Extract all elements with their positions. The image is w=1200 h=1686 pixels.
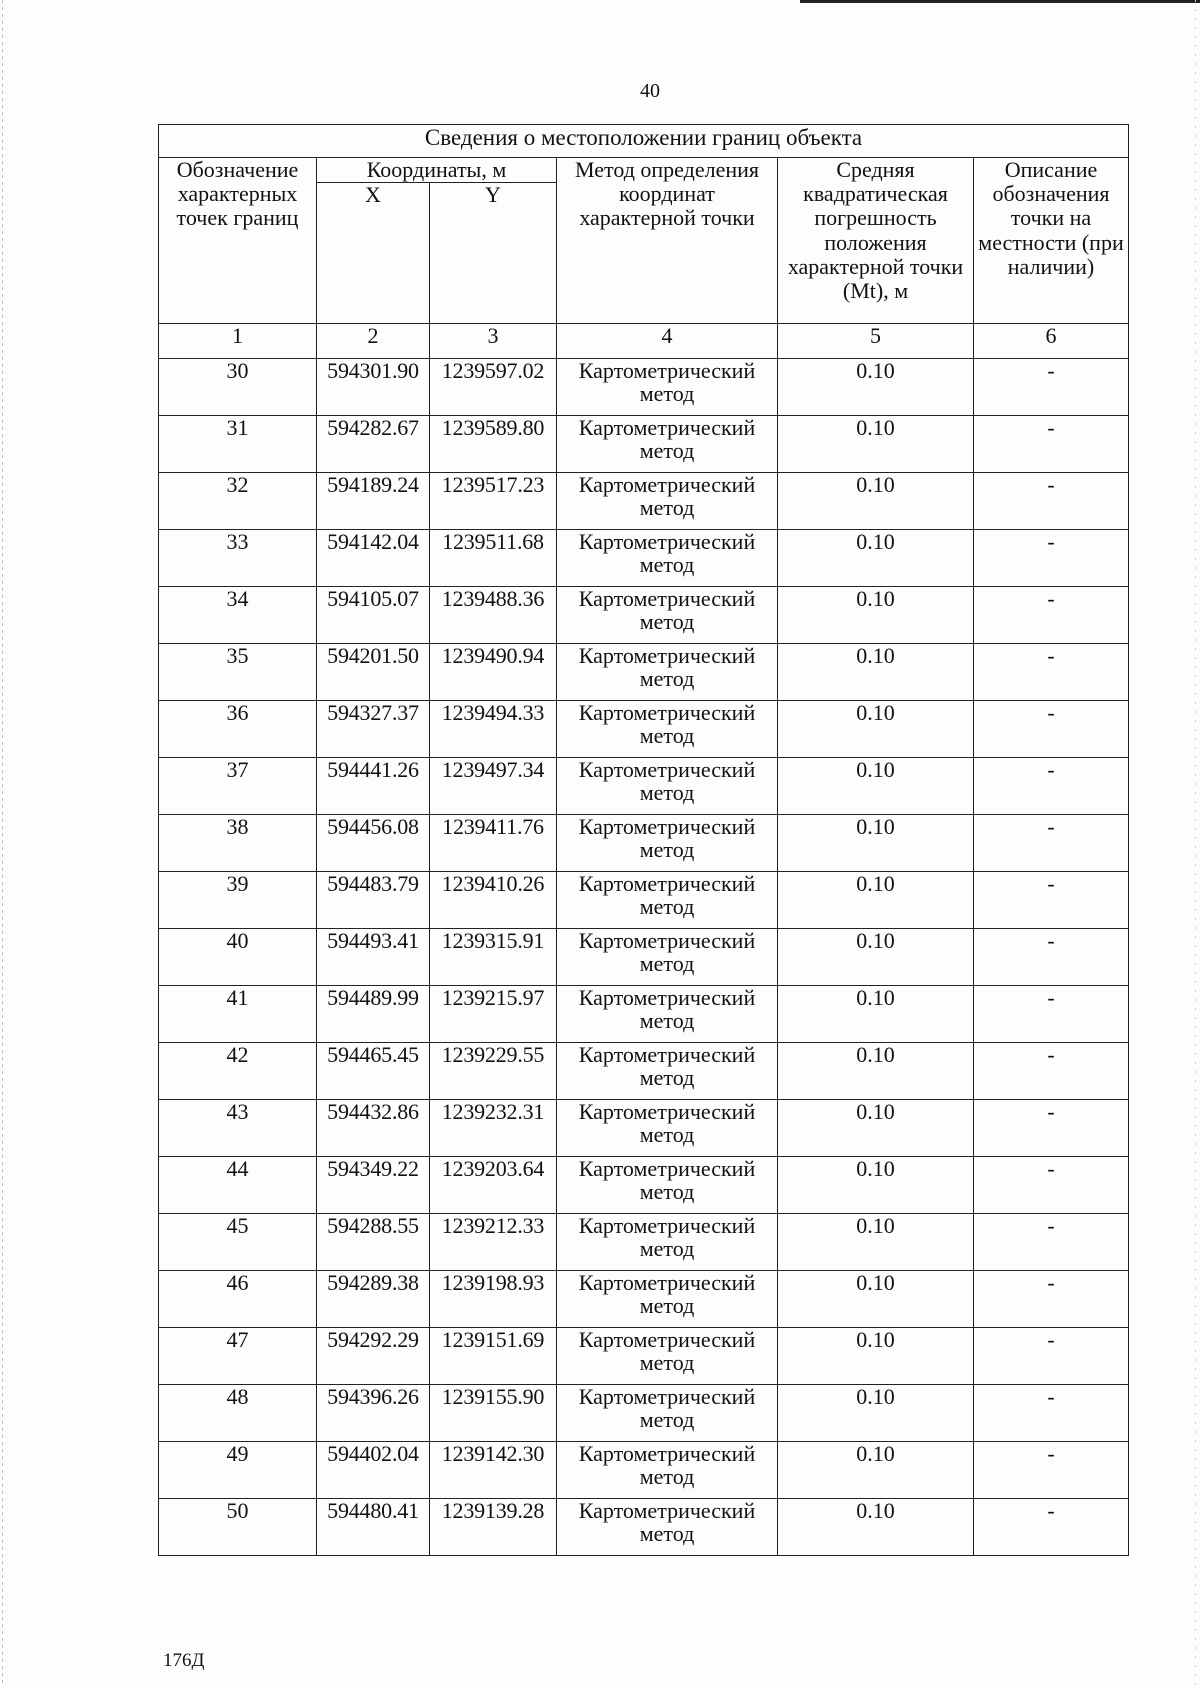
cell-point: 41 (159, 986, 317, 1043)
cell-x: 594289.38 (317, 1271, 430, 1328)
cell-point: 37 (159, 758, 317, 815)
cell-point: 50 (159, 1499, 317, 1556)
page-number: 40 (640, 80, 660, 102)
cell-error: 0.10 (778, 986, 974, 1043)
cell-method: Картометрический метод (557, 1499, 778, 1556)
cell-point: 42 (159, 1043, 317, 1100)
cell-error: 0.10 (778, 1271, 974, 1328)
column-number: 1 (159, 324, 317, 359)
table-row (159, 872, 1129, 929)
cell-error: 0.10 (778, 758, 974, 815)
cell-description: - (974, 587, 1129, 644)
table-row (159, 473, 1129, 530)
cell-method: Картометрический метод (557, 1385, 778, 1442)
table-row (159, 1157, 1129, 1214)
cell-method: Картометрический метод (557, 473, 778, 530)
cell-x: 594142.04 (317, 530, 430, 587)
table-row (159, 587, 1129, 644)
cell-description: - (974, 758, 1129, 815)
table-row (159, 1385, 1129, 1442)
cell-x: 594441.26 (317, 758, 430, 815)
cell-x: 594465.45 (317, 1043, 430, 1100)
cell-description: - (974, 1271, 1129, 1328)
column-number: 3 (430, 324, 557, 359)
cell-point: 32 (159, 473, 317, 530)
table-row (159, 359, 1129, 416)
cell-y: 1239232.31 (430, 1100, 557, 1157)
cell-x: 594493.41 (317, 929, 430, 986)
cell-y: 1239212.33 (430, 1214, 557, 1271)
cell-point: 40 (159, 929, 317, 986)
header-coords: Координаты, м (317, 158, 557, 183)
table-row (159, 1442, 1129, 1499)
cell-point: 44 (159, 1157, 317, 1214)
cell-y: 1239198.93 (430, 1271, 557, 1328)
cell-method: Картометрический метод (557, 1043, 778, 1100)
table-row (159, 986, 1129, 1043)
table-row (159, 1499, 1129, 1556)
cell-y: 1239151.69 (430, 1328, 557, 1385)
cell-error: 0.10 (778, 416, 974, 473)
cell-y: 1239490.94 (430, 644, 557, 701)
cell-y: 1239597.02 (430, 359, 557, 416)
cell-error: 0.10 (778, 1157, 974, 1214)
header-y: Y (430, 183, 557, 324)
cell-y: 1239203.64 (430, 1157, 557, 1214)
cell-error: 0.10 (778, 1214, 974, 1271)
cell-error: 0.10 (778, 1043, 974, 1100)
cell-point: 45 (159, 1214, 317, 1271)
scan-left-edge (2, 0, 3, 1686)
cell-error: 0.10 (778, 872, 974, 929)
cell-method: Картометрический метод (557, 416, 778, 473)
cell-error: 0.10 (778, 473, 974, 530)
cell-description: - (974, 701, 1129, 758)
cell-y: 1239229.55 (430, 1043, 557, 1100)
cell-y: 1239215.97 (430, 986, 557, 1043)
cell-description: - (974, 986, 1129, 1043)
scan-right-edge (1195, 0, 1196, 1686)
table-row (159, 1271, 1129, 1328)
cell-y: 1239411.76 (430, 815, 557, 872)
cell-method: Картометрический метод (557, 929, 778, 986)
cell-x: 594201.50 (317, 644, 430, 701)
cell-description: - (974, 1043, 1129, 1100)
header-x: X (317, 183, 430, 324)
table-row (159, 701, 1129, 758)
header-description: Описание обозначения точки на местности (при наличии) (974, 158, 1129, 324)
header-point: Обозначение характерных точек границ (159, 158, 317, 324)
cell-error: 0.10 (778, 644, 974, 701)
cell-point: 49 (159, 1442, 317, 1499)
column-number: 4 (557, 324, 778, 359)
cell-error: 0.10 (778, 587, 974, 644)
cell-y: 1239410.26 (430, 872, 557, 929)
cell-method: Картометрический метод (557, 359, 778, 416)
cell-point: 46 (159, 1271, 317, 1328)
cell-x: 594282.67 (317, 416, 430, 473)
cell-method: Картометрический метод (557, 986, 778, 1043)
cell-description: - (974, 530, 1129, 587)
cell-description: - (974, 929, 1129, 986)
cell-point: 35 (159, 644, 317, 701)
column-number: 6 (974, 324, 1129, 359)
table-row (159, 1043, 1129, 1100)
cell-method: Картометрический метод (557, 1157, 778, 1214)
cell-method: Картометрический метод (557, 1100, 778, 1157)
cell-description: - (974, 1442, 1129, 1499)
cell-description: - (974, 1499, 1129, 1556)
column-number: 5 (778, 324, 974, 359)
cell-point: 33 (159, 530, 317, 587)
cell-x: 594480.41 (317, 1499, 430, 1556)
cell-x: 594105.07 (317, 587, 430, 644)
scan-top-rule (800, 0, 1200, 3)
cell-point: 43 (159, 1100, 317, 1157)
cell-description: - (974, 1157, 1129, 1214)
cell-y: 1239511.68 (430, 530, 557, 587)
cell-description: - (974, 1100, 1129, 1157)
cell-y: 1239139.28 (430, 1499, 557, 1556)
column-number: 2 (317, 324, 430, 359)
table-row (159, 1100, 1129, 1157)
cell-method: Картометрический метод (557, 530, 778, 587)
cell-description: - (974, 473, 1129, 530)
cell-method: Картометрический метод (557, 587, 778, 644)
cell-method: Картометрический метод (557, 1442, 778, 1499)
cell-error: 0.10 (778, 1442, 974, 1499)
cell-y: 1239315.91 (430, 929, 557, 986)
header-method: Метод определения координат характерной точки (557, 158, 778, 324)
cell-x: 594456.08 (317, 815, 430, 872)
cell-point: 36 (159, 701, 317, 758)
cell-x: 594396.26 (317, 1385, 430, 1442)
cell-x: 594189.24 (317, 473, 430, 530)
cell-point: 38 (159, 815, 317, 872)
boundary-coordinates-table (158, 124, 1129, 1556)
table-caption: Сведения о местоположении границ объекта (159, 125, 1129, 158)
cell-method: Картометрический метод (557, 701, 778, 758)
table-row (159, 758, 1129, 815)
cell-point: 30 (159, 359, 317, 416)
cell-x: 594292.29 (317, 1328, 430, 1385)
cell-point: 39 (159, 872, 317, 929)
cell-y: 1239494.33 (430, 701, 557, 758)
cell-x: 594349.22 (317, 1157, 430, 1214)
table-row (159, 815, 1129, 872)
cell-point: 48 (159, 1385, 317, 1442)
cell-description: - (974, 1328, 1129, 1385)
cell-point: 31 (159, 416, 317, 473)
cell-y: 1239589.80 (430, 416, 557, 473)
table-row (159, 1328, 1129, 1385)
cell-method: Картометрический метод (557, 644, 778, 701)
cell-error: 0.10 (778, 1328, 974, 1385)
cell-error: 0.10 (778, 530, 974, 587)
cell-description: - (974, 815, 1129, 872)
footer-code: 176Д (163, 1650, 205, 1671)
cell-x: 594327.37 (317, 701, 430, 758)
cell-description: - (974, 359, 1129, 416)
cell-error: 0.10 (778, 1385, 974, 1442)
cell-error: 0.10 (778, 359, 974, 416)
cell-x: 594489.99 (317, 986, 430, 1043)
cell-x: 594288.55 (317, 1214, 430, 1271)
cell-y: 1239497.34 (430, 758, 557, 815)
table-row (159, 530, 1129, 587)
cell-y: 1239142.30 (430, 1442, 557, 1499)
cell-error: 0.10 (778, 1499, 974, 1556)
cell-method: Картометрический метод (557, 1328, 778, 1385)
cell-method: Картометрический метод (557, 815, 778, 872)
table-row (159, 644, 1129, 701)
column-number-row (159, 324, 1129, 359)
cell-description: - (974, 644, 1129, 701)
cell-method: Картометрический метод (557, 1214, 778, 1271)
table-body (159, 359, 1129, 1556)
cell-method: Картометрический метод (557, 872, 778, 929)
cell-error: 0.10 (778, 929, 974, 986)
cell-description: - (974, 1214, 1129, 1271)
cell-point: 47 (159, 1328, 317, 1385)
cell-x: 594432.86 (317, 1100, 430, 1157)
table-row (159, 1214, 1129, 1271)
cell-x: 594402.04 (317, 1442, 430, 1499)
cell-y: 1239517.23 (430, 473, 557, 530)
cell-error: 0.10 (778, 701, 974, 758)
cell-x: 594301.90 (317, 359, 430, 416)
cell-y: 1239488.36 (430, 587, 557, 644)
cell-y: 1239155.90 (430, 1385, 557, 1442)
cell-method: Картометрический метод (557, 1271, 778, 1328)
table-row (159, 416, 1129, 473)
cell-method: Картометрический метод (557, 758, 778, 815)
header-error: Средняя квадратическая погрешность положения характерной точки (Mt), м (778, 158, 974, 324)
cell-x: 594483.79 (317, 872, 430, 929)
cell-error: 0.10 (778, 815, 974, 872)
cell-description: - (974, 416, 1129, 473)
cell-description: - (974, 872, 1129, 929)
table-row (159, 929, 1129, 986)
cell-point: 34 (159, 587, 317, 644)
cell-error: 0.10 (778, 1100, 974, 1157)
cell-description: - (974, 1385, 1129, 1442)
